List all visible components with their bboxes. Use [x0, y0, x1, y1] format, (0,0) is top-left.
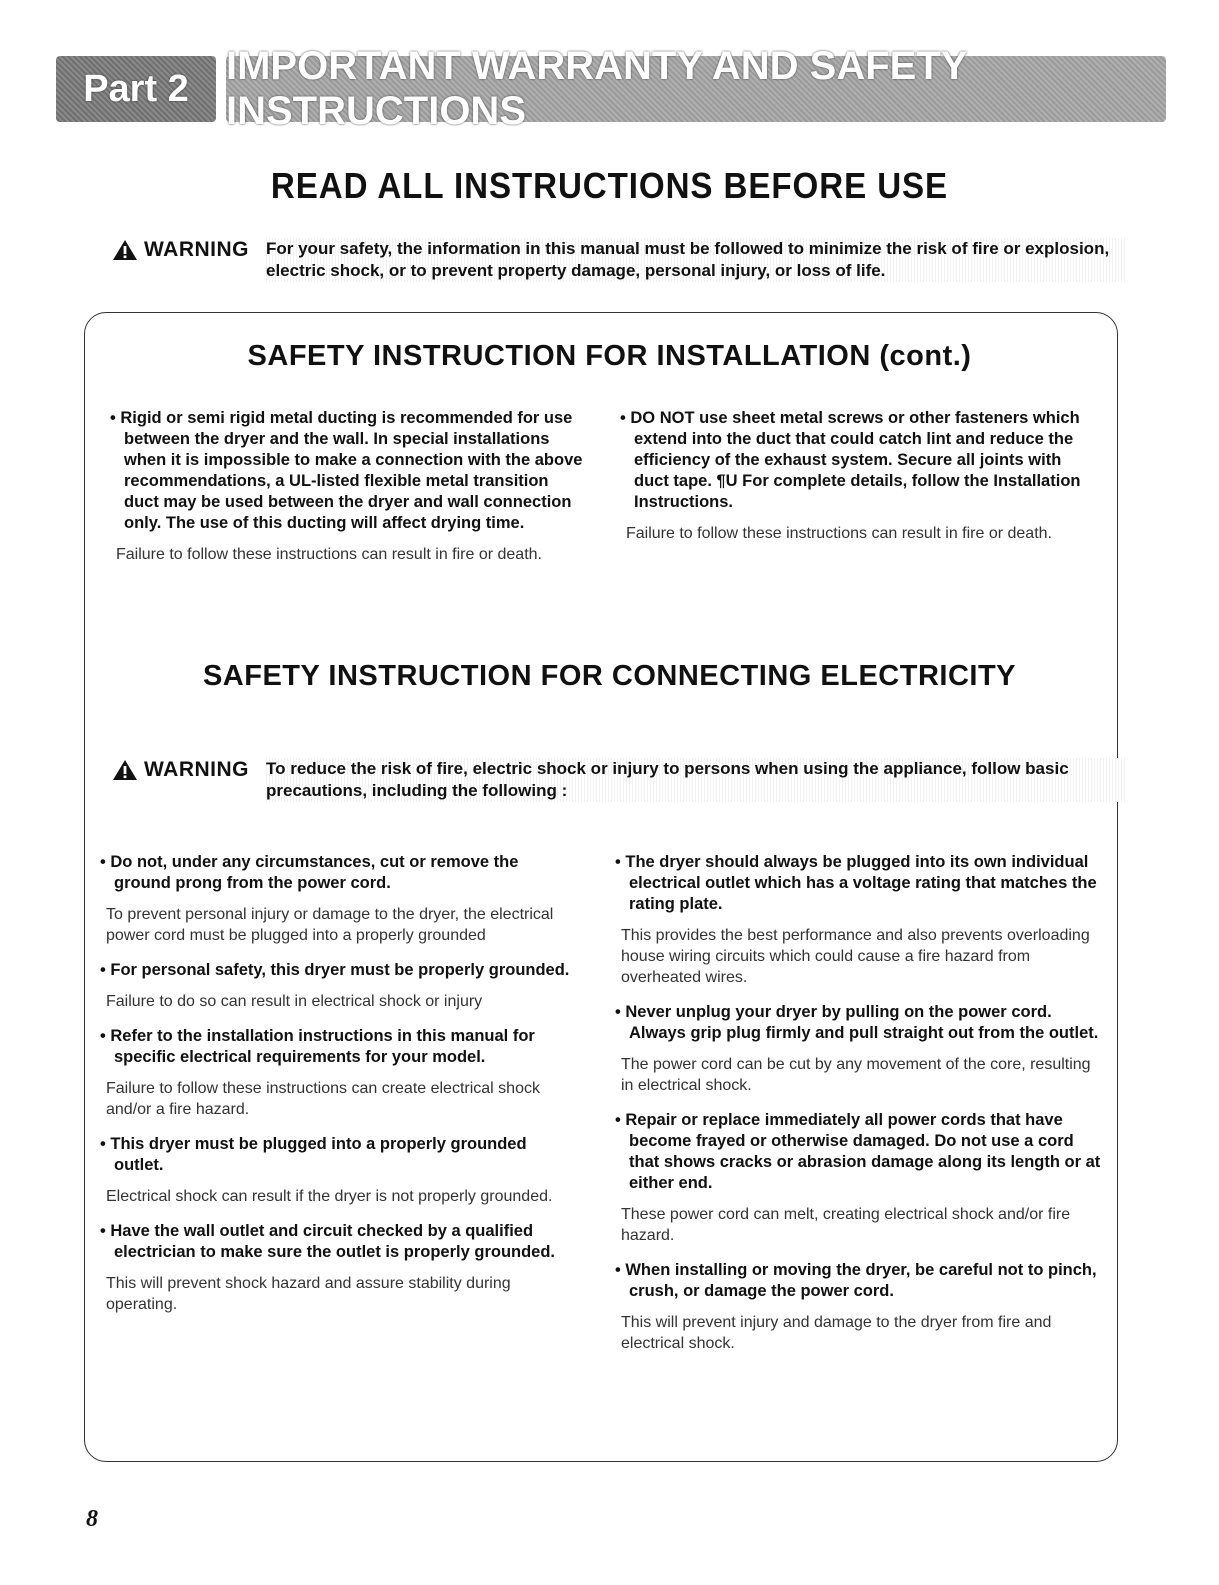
installation-heading: SAFETY INSTRUCTION FOR INSTALLATION (cont.) [247, 340, 972, 372]
instruction-bold: • When installing or moving the dryer, be careful not to pinch, crush, or damage the power cord. [615, 1261, 1097, 1300]
instruction-item [615, 1110, 1105, 1246]
instruction-item [100, 1026, 578, 1120]
instruction-bold: • Have the wall outlet and circuit checked by a qualified electrician to make sure the outlet is properly grounded. [100, 1222, 556, 1261]
page-title: IMPORTANT WARRANTY AND SAFETY INSTRUCTIONS [226, 44, 967, 133]
part-badge [56, 56, 216, 122]
instruction-note: The power cord can be cut by any movement of the core, resulting in electrical shock. [621, 1056, 1091, 1094]
title-banner [226, 44, 1166, 133]
instruction-item [100, 1134, 578, 1207]
instruction-note: This provides the best performance and also prevents overloading house wiring circuits which could cause a fire hazard from overheated wires. [621, 927, 1090, 986]
instruction-item [100, 852, 578, 946]
warning-text: For your safety, the information in this manual must be followed to minimize the risk of fire or explosion, electric shock, or to prevent property damage, personal injury, or loss of life. [266, 238, 1126, 282]
instruction-item [100, 960, 578, 1012]
warning-word: WARNING [144, 238, 249, 261]
page-number: 8 [86, 1506, 98, 1532]
instruction-bold: • For personal safety, this dryer must be properly grounded. [100, 961, 570, 979]
warning-label [112, 758, 249, 782]
warning-word: WARNING [144, 758, 249, 781]
instruction-note: Failure to do so can result in electrical shock or injury [106, 993, 483, 1010]
installation-right-column [620, 408, 1098, 558]
instruction-bold: • Do not, under any circumstances, cut or remove the ground prong from the power cord. [100, 853, 519, 892]
instruction-bold: • Rigid or semi rigid metal ducting is recommended for use between the dryer and the wall. In special installations when it is impossible to make a connection with the above recommendations, a UL-listed flexible metal transition duct may be used between the dryer and wall connection only. The use of this ducting will affect drying time. [110, 409, 583, 532]
instruction-note: Failure to follow these instructions can create electrical shock and/or a fire hazard. [106, 1080, 540, 1118]
instruction-item [100, 1221, 578, 1315]
electricity-left-column [100, 852, 578, 1329]
instruction-note: This will prevent shock hazard and assure stability during operating. [106, 1275, 511, 1313]
instruction-bold: • Refer to the installation instructions in this manual for specific electrical requirements for your model. [100, 1027, 535, 1066]
installation-left-column [110, 408, 588, 579]
instruction-item [615, 1260, 1105, 1354]
instruction-item [620, 408, 1098, 544]
electricity-heading: SAFETY INSTRUCTION FOR CONNECTING ELECTRICITY [202, 660, 1017, 692]
instruction-note: Failure to follow these instructions can result in fire or death. [626, 525, 1052, 542]
read-all-heading: READ ALL INSTRUCTIONS BEFORE USE [270, 165, 949, 206]
warning-text: To reduce the risk of fire, electric shock or injury to persons when using the appliance, follow basic precautions, including the following : [266, 758, 1126, 802]
electricity-right-column [615, 852, 1105, 1368]
instruction-note: To prevent personal injury or damage to the dryer, the electrical power cord must be plugged into a properly grounded [106, 906, 554, 944]
warning-label [112, 238, 249, 262]
part-label: Part 2 [83, 67, 189, 110]
instruction-bold: • Repair or replace immediately all power cords that have become frayed or otherwise damaged. Do not use a cord that shows cracks or abrasion damage along its length or at either end. [615, 1111, 1101, 1192]
header-bar [56, 44, 1166, 133]
instruction-note: Failure to follow these instructions can result in fire or death. [116, 546, 542, 563]
instruction-note: Electrical shock can result if the dryer is not properly grounded. [106, 1188, 553, 1205]
instruction-note: These power cord can melt, creating electrical shock and/or fire hazard. [621, 1206, 1071, 1244]
warning-triangle-icon [112, 239, 138, 261]
instruction-bold: • This dryer must be plugged into a properly grounded outlet. [100, 1135, 527, 1174]
instruction-item [110, 408, 588, 565]
instruction-bold: • DO NOT use sheet metal screws or other fasteners which extend into the duct that could catch lint and reduce the efficiency of the exhaust system. Secure all joints with duct tape. ¶U For complete details, follow the Installation Instructions. [620, 409, 1081, 511]
instruction-bold: • Never unplug your dryer by pulling on the power cord. Always grip plug firmly and pull straight out from the outlet. [615, 1003, 1099, 1042]
warning-triangle-icon [112, 759, 138, 781]
instruction-note: This will prevent injury and damage to the dryer from fire and electrical shock. [621, 1314, 1052, 1352]
instruction-bold: • The dryer should always be plugged into its own individual electrical outlet which has a voltage rating that matches the rating plate. [615, 853, 1097, 913]
instruction-item [615, 1002, 1105, 1096]
instruction-item [615, 852, 1105, 988]
